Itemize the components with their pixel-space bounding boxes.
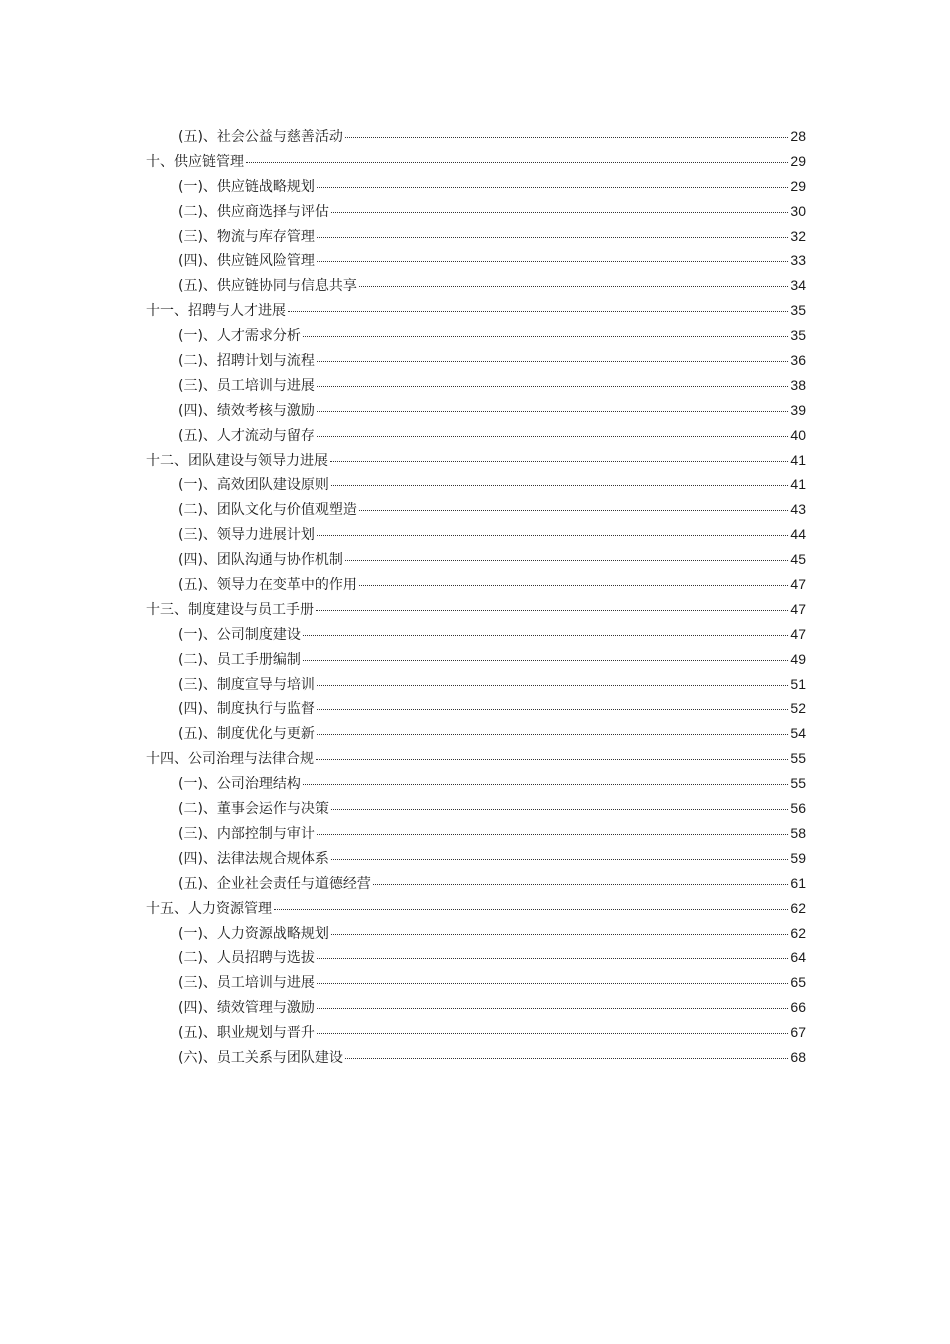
toc-section-entry[interactable] — [146, 398, 806, 423]
toc-page-number: 29 — [790, 152, 806, 169]
toc-section-entry[interactable] — [146, 224, 806, 249]
toc-chapter-entry[interactable] — [146, 896, 806, 921]
toc-page-number: 44 — [790, 526, 806, 543]
toc-dot-leader — [317, 411, 788, 412]
toc-section-entry[interactable] — [146, 796, 806, 821]
toc-entry-title: (一)、高效团队建设原则 — [178, 477, 329, 494]
toc-entry-title: (二)、员工手册编制 — [178, 651, 301, 668]
toc-entry-title: 十一、招聘与人才进展 — [146, 303, 286, 320]
toc-entry-title: (四)、团队沟通与协作机制 — [178, 552, 343, 569]
toc-dot-leader — [331, 485, 788, 486]
toc-dot-leader — [317, 261, 788, 262]
toc-section-entry[interactable] — [146, 472, 806, 497]
toc-entry-title: 十五、人力资源管理 — [146, 900, 272, 917]
toc-page-number: 41 — [790, 451, 806, 468]
toc-page-number: 41 — [790, 476, 806, 493]
toc-entry-title: (三)、内部控制与审计 — [178, 825, 315, 842]
toc-dot-leader — [274, 909, 788, 910]
toc-dot-leader — [317, 1033, 788, 1034]
toc-dot-leader — [317, 237, 788, 238]
toc-entry-title: (二)、供应商选择与评估 — [178, 203, 329, 220]
toc-dot-leader — [345, 560, 788, 561]
toc-section-entry[interactable] — [146, 995, 806, 1020]
toc-section-entry[interactable] — [146, 1045, 806, 1070]
toc-section-entry[interactable] — [146, 248, 806, 273]
toc-page-number: 49 — [790, 650, 806, 667]
toc-section-entry[interactable] — [146, 672, 806, 697]
toc-dot-leader — [317, 834, 788, 835]
toc-page-number: 45 — [790, 551, 806, 568]
toc-entry-title: (四)、法律法规合规体系 — [178, 850, 329, 867]
toc-entry-title: 十四、公司治理与法律合规 — [146, 751, 314, 768]
toc-entry-title: (五)、制度优化与更新 — [178, 726, 315, 743]
toc-entry-title: 十三、制度建设与员工手册 — [146, 601, 314, 618]
toc-section-entry[interactable] — [146, 572, 806, 597]
toc-entry-title: (二)、团队文化与价值观塑造 — [178, 502, 357, 519]
toc-dot-leader — [303, 784, 788, 785]
toc-page-number: 58 — [790, 824, 806, 841]
toc-entry-title: (六)、员工关系与团队建设 — [178, 1049, 343, 1066]
toc-dot-leader — [317, 685, 788, 686]
toc-page-number: 62 — [790, 924, 806, 941]
toc-entry-title: (二)、人员招聘与选拔 — [178, 950, 315, 967]
toc-page-number: 39 — [790, 401, 806, 418]
toc-entry-title: (三)、领导力进展计划 — [178, 527, 315, 544]
toc-section-entry[interactable] — [146, 273, 806, 298]
toc-dot-leader — [331, 809, 788, 810]
toc-dot-leader — [303, 635, 788, 636]
toc-dot-leader — [317, 709, 788, 710]
toc-entry-title: (四)、制度执行与监督 — [178, 701, 315, 718]
toc-section-entry[interactable] — [146, 522, 806, 547]
toc-dot-leader — [317, 361, 788, 362]
toc-dot-leader — [317, 983, 788, 984]
toc-entry-title: (一)、公司治理结构 — [178, 776, 301, 793]
toc-entry-title: (五)、人才流动与留存 — [178, 427, 315, 444]
toc-entry-title: (二)、董事会运作与决策 — [178, 801, 329, 818]
toc-page-number: 34 — [790, 277, 806, 294]
toc-dot-leader — [359, 510, 788, 511]
toc-section-entry[interactable] — [146, 423, 806, 448]
toc-entry-title: (一)、供应链战略规划 — [178, 178, 315, 195]
toc-section-entry[interactable] — [146, 945, 806, 970]
toc-section-entry[interactable] — [146, 871, 806, 896]
toc-entry-title: (五)、企业社会责任与道德经营 — [178, 875, 371, 892]
toc-section-entry[interactable] — [146, 846, 806, 871]
toc-entry-title: (四)、绩效考核与激励 — [178, 402, 315, 419]
toc-page-number: 40 — [790, 426, 806, 443]
toc-entry-title: (四)、绩效管理与激励 — [178, 1000, 315, 1017]
toc-section-entry[interactable] — [146, 199, 806, 224]
toc-section-entry[interactable] — [146, 174, 806, 199]
toc-page-number: 55 — [790, 775, 806, 792]
toc-dot-leader — [303, 660, 788, 661]
toc-dot-leader — [373, 884, 788, 885]
toc-dot-leader — [330, 461, 788, 462]
toc-section-entry[interactable] — [146, 323, 806, 348]
toc-page-number: 35 — [790, 327, 806, 344]
toc-section-entry[interactable] — [146, 696, 806, 721]
table-of-contents — [146, 124, 806, 1070]
toc-page-number: 62 — [790, 899, 806, 916]
toc-section-entry[interactable] — [146, 921, 806, 946]
toc-page-number: 29 — [790, 177, 806, 194]
toc-entry-title: (五)、领导力在变革中的作用 — [178, 577, 357, 594]
toc-page-number: 47 — [790, 625, 806, 642]
toc-dot-leader — [359, 286, 788, 287]
toc-entry-title: (四)、供应链风险管理 — [178, 253, 315, 270]
toc-page-number: 66 — [790, 999, 806, 1016]
toc-entry-title: (一)、人才需求分析 — [178, 328, 301, 345]
toc-chapter-entry[interactable] — [146, 298, 806, 323]
toc-page-number: 56 — [790, 800, 806, 817]
toc-entry-title: (五)、社会公益与慈善活动 — [178, 129, 343, 145]
toc-page-number: 28 — [790, 128, 806, 144]
toc-dot-leader — [331, 859, 788, 860]
toc-page-number: 68 — [790, 1048, 806, 1065]
toc-dot-leader — [331, 934, 788, 935]
toc-entry-title: (三)、物流与库存管理 — [178, 228, 315, 245]
toc-page-number: 65 — [790, 974, 806, 991]
toc-entry-title: (一)、公司制度建设 — [178, 626, 301, 643]
toc-dot-leader — [317, 734, 788, 735]
toc-page-number: 38 — [790, 376, 806, 393]
toc-section-entry[interactable] — [146, 547, 806, 572]
toc-dot-leader — [288, 311, 788, 312]
toc-dot-leader — [317, 535, 788, 536]
toc-page-number: 36 — [790, 352, 806, 369]
toc-dot-leader — [331, 212, 788, 213]
toc-page-number: 55 — [790, 750, 806, 767]
toc-entry-title: (三)、员工培训与进展 — [178, 377, 315, 394]
toc-entry-title: 十、供应链管理 — [146, 153, 244, 170]
toc-entry-title: (三)、员工培训与进展 — [178, 975, 315, 992]
toc-entry-title: (一)、人力资源战略规划 — [178, 925, 329, 942]
toc-page-number: 64 — [790, 949, 806, 966]
toc-page-number: 33 — [790, 252, 806, 269]
toc-page-number: 30 — [790, 202, 806, 219]
toc-entry-title: 十二、团队建设与领导力进展 — [146, 452, 328, 469]
toc-dot-leader — [316, 759, 788, 760]
toc-entry-title: (二)、招聘计划与流程 — [178, 353, 315, 370]
toc-page-number: 52 — [790, 700, 806, 717]
toc-page-number: 43 — [790, 501, 806, 518]
toc-section-entry[interactable] — [146, 497, 806, 522]
toc-dot-leader — [345, 137, 788, 138]
toc-chapter-entry[interactable] — [146, 149, 806, 174]
toc-dot-leader — [317, 958, 788, 959]
toc-section-entry[interactable] — [146, 771, 806, 796]
toc-page-number: 47 — [790, 600, 806, 617]
toc-dot-leader — [317, 436, 788, 437]
toc-chapter-entry[interactable] — [146, 746, 806, 771]
toc-section-entry[interactable] — [146, 721, 806, 746]
toc-page-number: 61 — [790, 874, 806, 891]
toc-page-number: 35 — [790, 302, 806, 319]
toc-section-entry[interactable] — [146, 1020, 806, 1045]
toc-page-number: 67 — [790, 1024, 806, 1041]
toc-section-entry[interactable] — [146, 373, 806, 398]
toc-dot-leader — [317, 187, 788, 188]
toc-chapter-entry[interactable] — [146, 597, 806, 622]
toc-dot-leader — [317, 386, 788, 387]
toc-section-entry[interactable] — [146, 647, 806, 672]
toc-dot-leader — [345, 1058, 788, 1059]
toc-section-entry[interactable] — [146, 348, 806, 373]
toc-page-number: 59 — [790, 849, 806, 866]
toc-entry-title: (三)、制度宣导与培训 — [178, 676, 315, 693]
toc-section-entry[interactable] — [146, 970, 806, 995]
toc-dot-leader — [303, 336, 788, 337]
toc-section-entry[interactable] — [146, 124, 806, 149]
toc-page-number: 54 — [790, 725, 806, 742]
toc-page-number: 47 — [790, 576, 806, 593]
toc-dot-leader — [317, 1008, 788, 1009]
toc-entry-title: (五)、供应链协同与信息共享 — [178, 278, 357, 295]
toc-chapter-entry[interactable] — [146, 448, 806, 473]
toc-dot-leader — [359, 585, 788, 586]
toc-dot-leader — [246, 162, 788, 163]
toc-section-entry[interactable] — [146, 821, 806, 846]
toc-dot-leader — [316, 610, 788, 611]
toc-section-entry[interactable] — [146, 622, 806, 647]
toc-page-number: 32 — [790, 227, 806, 244]
toc-entry-title: (五)、职业规划与晋升 — [178, 1025, 315, 1042]
toc-page-number: 51 — [790, 675, 806, 692]
